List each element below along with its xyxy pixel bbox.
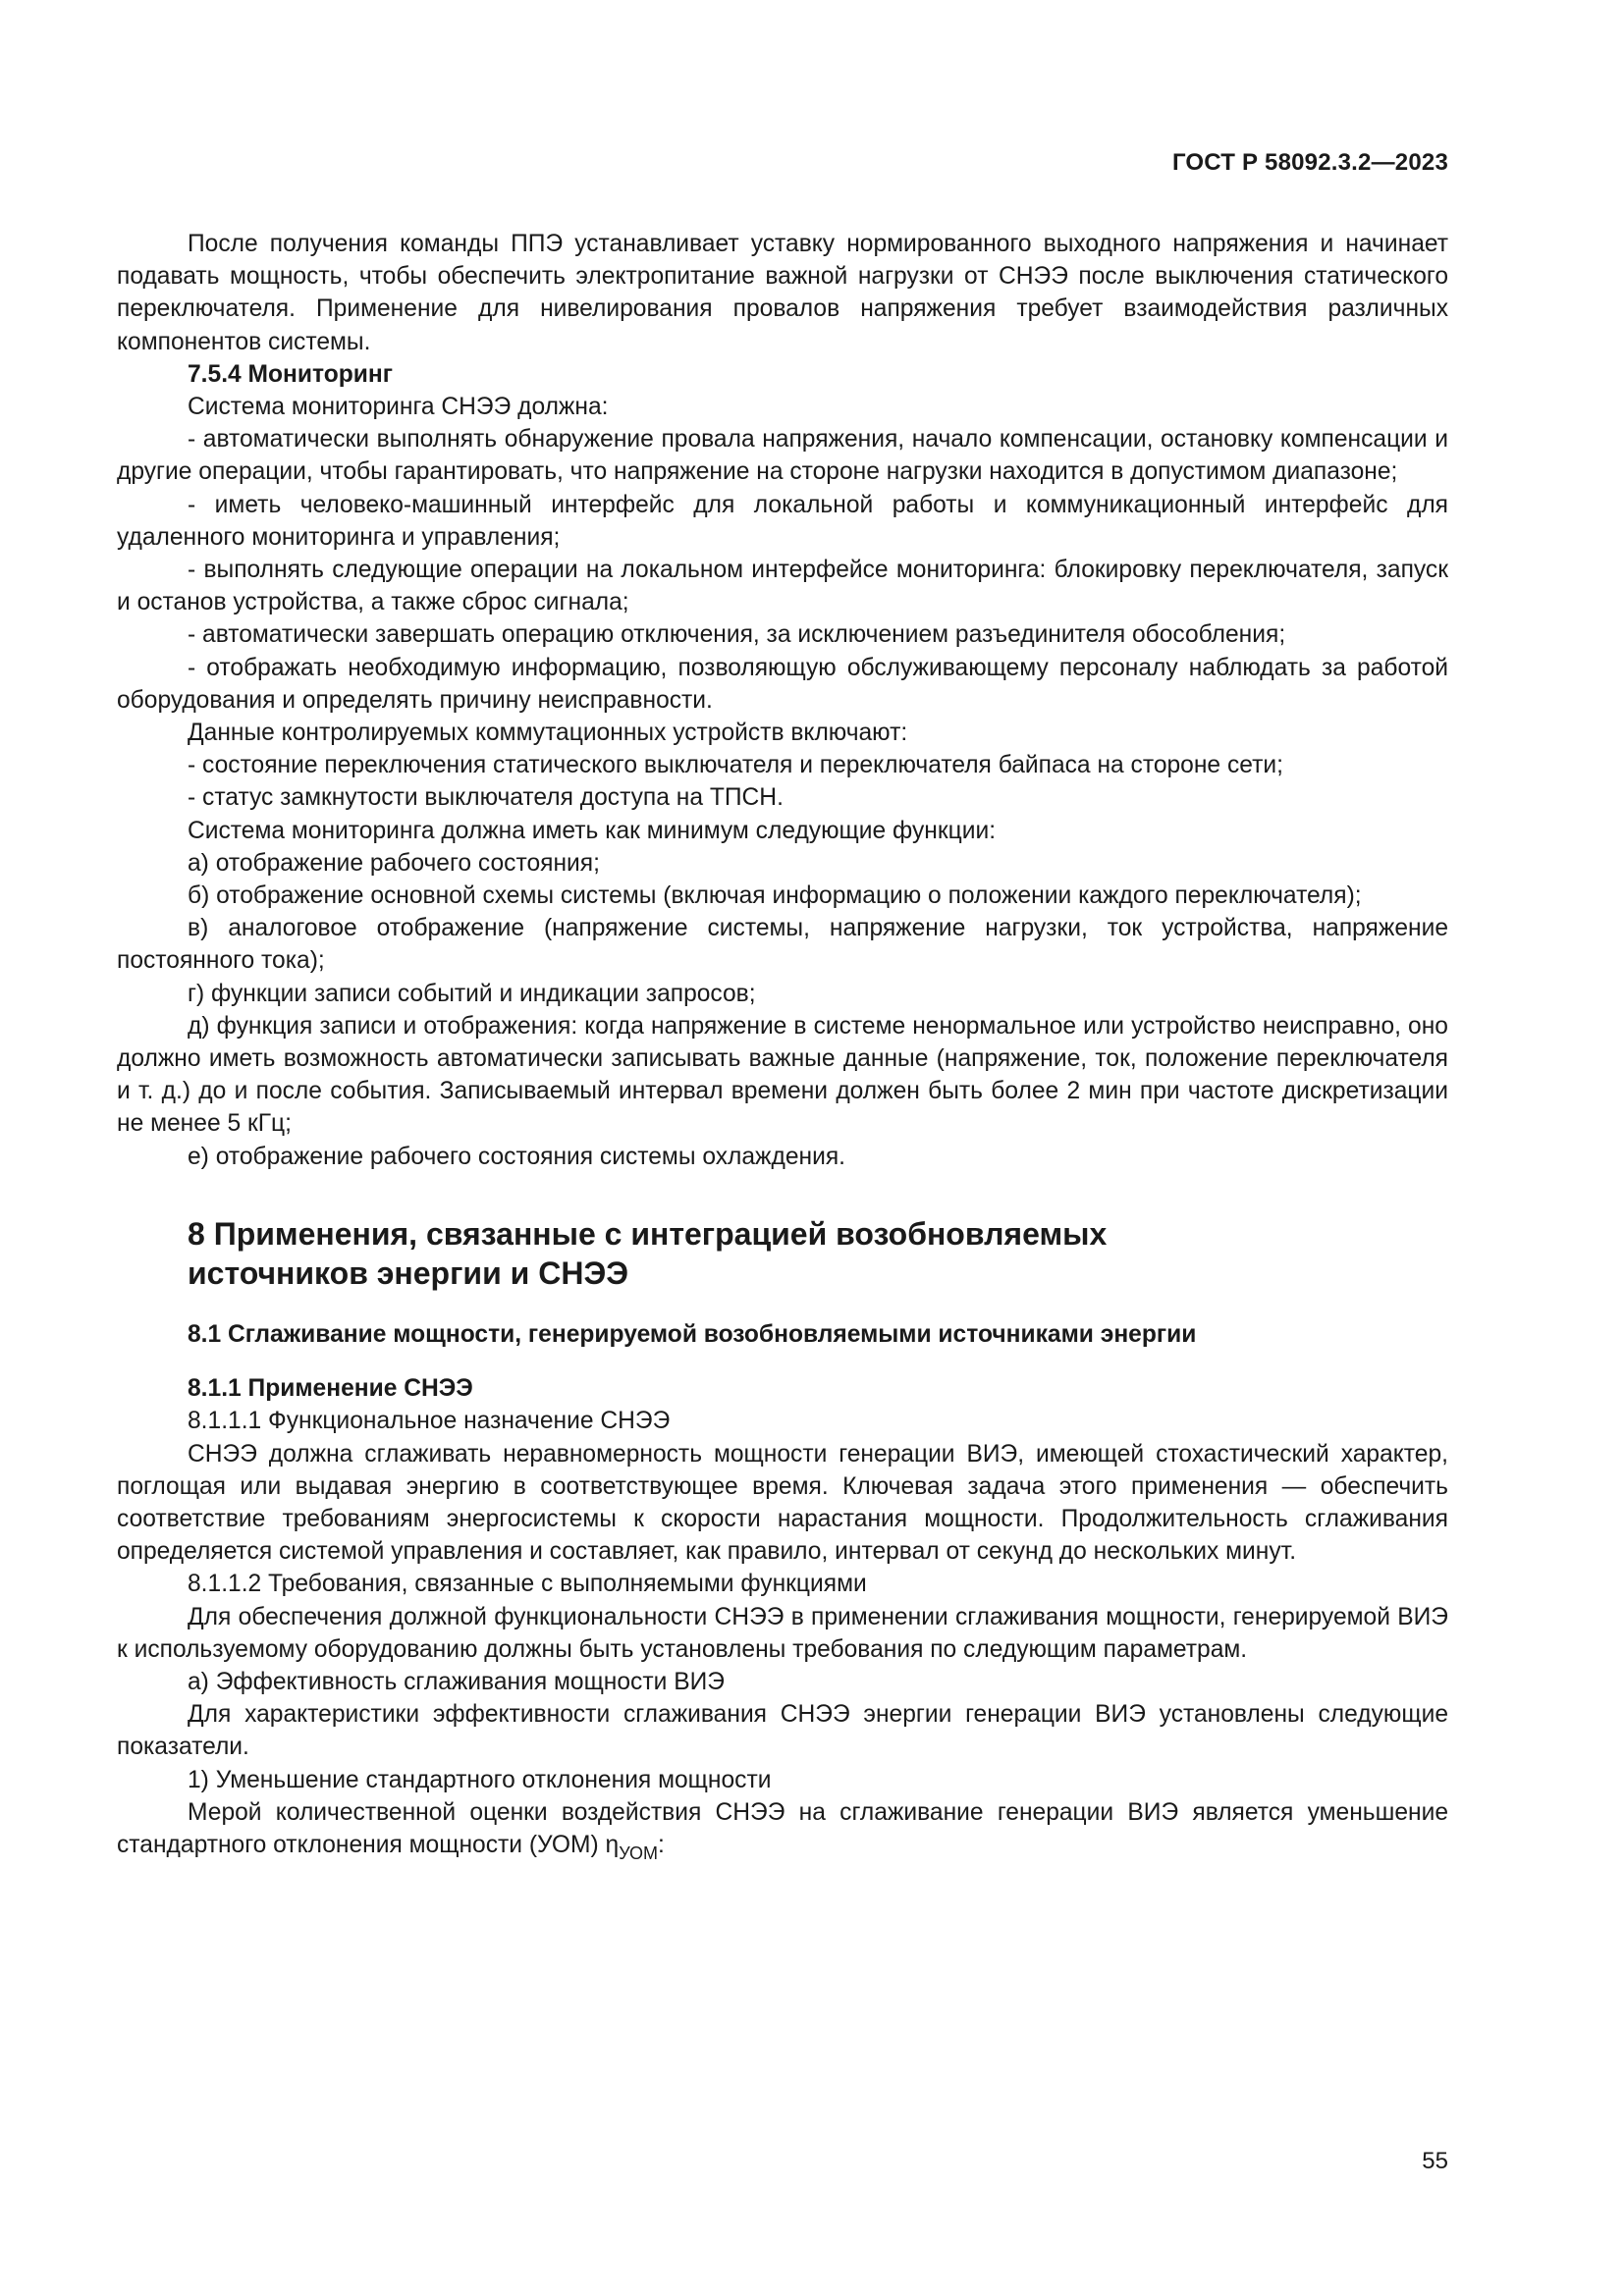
list-item: в) аналоговое отображение (напряжение системы, напряжение нагрузки, ток устройства, напряжение постоянного тока); (117, 915, 1448, 975)
paragraph: СНЭЭ должна сглаживать неравномерность мощности генерации ВИЭ, имеющей стохастический характер, поглощая или выдавая энергию в соответствующее время. Ключевая задача этого применения — обеспечить соответствие требованиям энергосистемы к скорости нарастания мощности. Продолжительность сглаживания определяется системой управления и составляет, как правило, интервал от секунд до нескольких минут. (117, 1440, 1448, 1566)
list-item: - выполнять следующие операции на локальном интерфейсе мониторинга: блокировку переключателя, запуск и останов устройства, а также сброс сигнала; (117, 557, 1448, 616)
list-item: а) отображение рабочего состояния; (188, 849, 600, 877)
document-header: ГОСТ Р 58092.3.2—2023 (1171, 149, 1448, 176)
section-heading-8-1: 8.1 Сглаживание мощности, генерируемой возобновляемыми источниками энергии (188, 1320, 1197, 1348)
paragraph-text: Мерой количественной оценки воздействия СНЭЭ на сглаживание генерации ВИЭ является уменьшение стандартного отклонения мощности (УОМ) η (117, 1798, 1448, 1858)
list-item: д) функция записи и отображения: когда напряжение в системе ненормальное или устройство неисправно, оно должно иметь возможность автоматически записывать важные данные (напряжение, ток, положение переключателя и т. д.) до и после события. Записываемый интервал времени должен быть более 2 мин при частоте дискретизации не менее 5 кГц; (117, 1012, 1448, 1138)
section-heading-8-1-1: 8.1.1 Применение СНЭЭ (188, 1375, 473, 1403)
paragraph: После получения команды ППЭ устанавливает уставку нормированного выходного напряжения и начинает подавать мощность, чтобы обеспечить электропитание важной нагрузки от СНЭЭ после выключения статического переключателя. Применение для нивелирования провалов напряжения требует взаимодействия различных компонентов системы. (117, 231, 1448, 355)
section-heading-8-line2: источников энергии и СНЭЭ (188, 1255, 628, 1291)
paragraph: Система мониторинга СНЭЭ должна: (188, 394, 609, 421)
list-item: - статус замкнутости выключателя доступа на ТПСН. (188, 784, 784, 812)
section-heading-8-1-1-2: 8.1.1.2 Требования, связанные с выполняемыми функциями (188, 1571, 867, 1598)
list-item: е) отображение рабочего состояния системы охлаждения. (188, 1143, 846, 1170)
subscript: УОМ (619, 1842, 659, 1863)
document-body (117, 228, 1448, 1861)
paragraph: Данные контролируемых коммутационных устройств включают: (188, 720, 908, 747)
list-item: - автоматически выполнять обнаружение провала напряжения, начало компенсации, остановку компенсации и другие операции, чтобы гарантировать, что напряжение на стороне нагрузки находится в допустимом диапазоне; (117, 426, 1448, 486)
section-heading-8-1-1-1: 8.1.1.1 Функциональное назначение СНЭЭ (188, 1408, 671, 1435)
list-item: а) Эффективность сглаживания мощности ВИЭ (188, 1668, 725, 1695)
list-item: - иметь человеко-машинный интерфейс для локальной работы и коммуникационный интерфейс для удаленного мониторинга и управления; (117, 491, 1448, 551)
section-heading-8-line1: 8 Применения, связанные с интеграцией возобновляемых (188, 1215, 1108, 1252)
page-number: 55 (1422, 2148, 1448, 2174)
list-item: 1) Уменьшение стандартного отклонения мощности (188, 1766, 772, 1793)
paragraph: Система мониторинга должна иметь как минимум следующие функции: (188, 817, 997, 844)
paragraph-tail: : (658, 1831, 665, 1858)
list-item: - автоматически завершать операцию отключения, за исключением разъединителя обособления; (188, 621, 1286, 649)
document-page (117, 0, 1448, 2296)
section-heading-7-5-4: 7.5.4 Мониторинг (188, 360, 393, 388)
paragraph-with-formula-symbol (117, 1796, 1448, 1861)
section-heading-8 (117, 1214, 1448, 1293)
list-item: г) функции записи событий и индикации запросов; (188, 980, 756, 1007)
list-item: - состояние переключения статического выключателя и переключателя байпаса на стороне сети; (188, 752, 1283, 779)
paragraph: Для обеспечения должной функциональности СНЭЭ в применении сглаживания мощности, генерируемой ВИЭ к используемому оборудованию должны быть установлены требования по следующим параметрам. (117, 1603, 1448, 1663)
paragraph: Для характеристики эффективности сглаживания СНЭЭ энергии генерации ВИЭ установлены следующие показатели. (117, 1701, 1448, 1761)
list-item: - отображать необходимую информацию, позволяющую обслуживающему персоналу наблюдать за работой оборудования и определять причину неисправности. (117, 654, 1448, 714)
list-item: б) отображение основной схемы системы (включая информацию о положении каждого переключателя); (188, 882, 1362, 910)
